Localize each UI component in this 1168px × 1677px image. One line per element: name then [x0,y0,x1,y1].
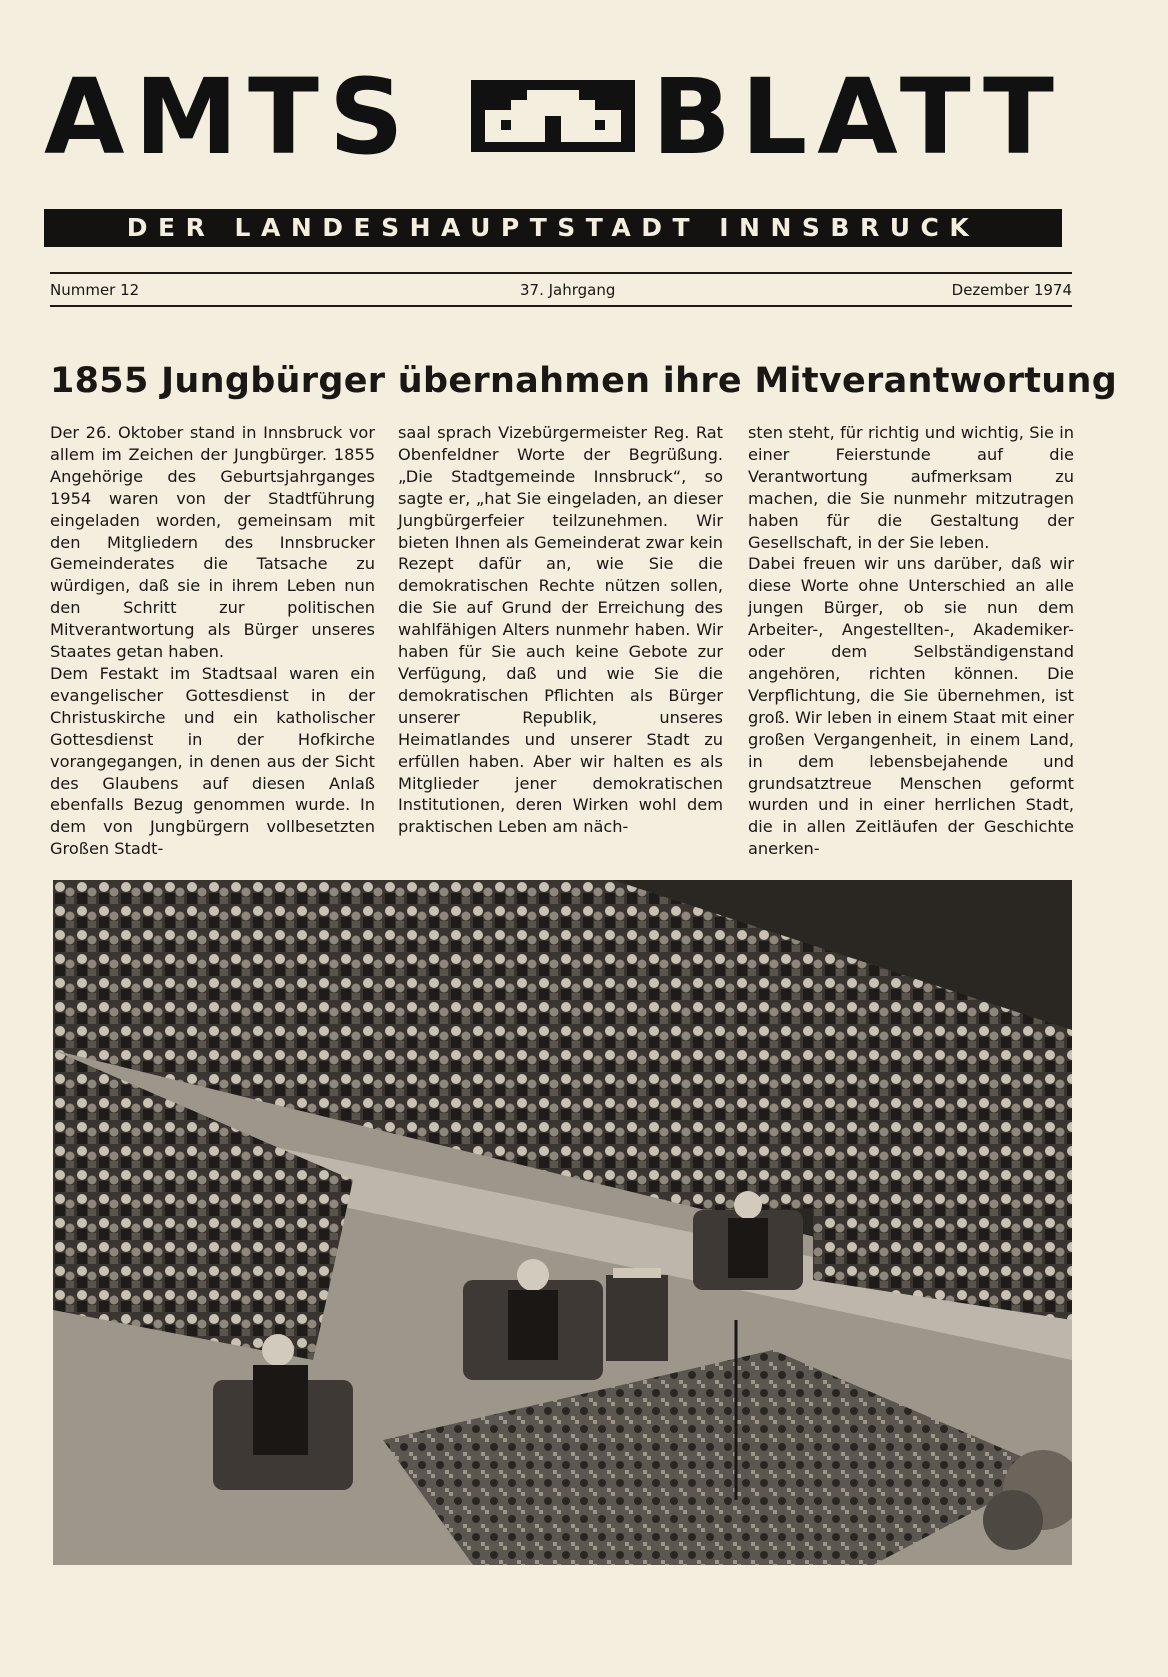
masthead-title-right: BLATT [651,56,1064,178]
masthead-title-left: AMTS [44,56,414,178]
article-paragraph: Dem Festakt im Stadtsaal waren ein evangelischer Gottesdienst in der Christuskirche und ein katholischer Gottesdienst in der Hofkirche vorangegangen, in denen aus der Sicht des Glaubens auf diesen Anlaß ebenfalls Bezug genommen wurde. In dem von Jungbürgern vollbesetzten Großen Stadt- [50,663,375,859]
article-column-1 [50,422,375,860]
issue-info-row [50,279,1072,301]
issue-number: Nummer 12 [50,281,140,299]
article-headline: 1855 Jungbürger übernahmen ihre Mitverantwortung [50,361,1118,401]
masthead [44,56,1064,178]
ceremony-photo [53,880,1072,1565]
issue-volume: 37. Jahrgang [520,281,616,299]
article-column-3 [748,422,1074,860]
issue-date: Dezember 1974 [951,281,1072,299]
masthead-subtitle: DER LANDESHAUPTSTADT INNSBRUCK [44,209,1062,247]
article-paragraph: saal sprach Vizebürgermeister Reg. Rat Obenfeldner Worte der Begrüßung. „Die Stadtgemeinde Innsbruck“, so sagte er, „hat Sie eingeladen, an dieser Jungbürgerfeier teilzunehmen. Wir bieten Ihnen als Gemeinderat zwar kein Rezept dafür an, wie Sie die demokratischen Rechte nützen sollen, die Sie auf Grund der Erreichung des wahlfähigen Alters nunmehr haben. Wir haben für Sie auch keine Gebote zur Verfügung, daß und wie Sie die demokratischen Pflichten als Bürger unserer Republik, unseres Heimatlandes und unserer Stadt zu erfüllen haben. Aber wir halten es als Mitglieder jener demokratischen Institutionen, deren Wirken wohl dem praktischen Leben am näch- [398,423,723,837]
article-paragraph: Dabei freuen wir uns darüber, daß wir diese Worte ohne Unterschied an alle jungen Bürger, ob sie nun dem Arbeiter-, Angestellten-, Akademiker- oder dem Selbständigenstand angehören, richten können. Die Verpflichtung, die Sie übernehmen, ist groß. Wir leben in einem Staat mit einer großen Vergangenheit, in einem Land, in dem lebensbejahende und grundsatztreue Menschen geformt wurden und in einer herrlichen Stadt, die in allen Zeitläufen der Geschichte anerken- [748,554,1074,859]
article-paragraph: sten steht, für richtig und wichtig, Sie in einer Feierstunde auf die Verantwortung aufmerksam zu machen, die Sie nunmehr mitzutragen haben für die Gestaltung der Gesellschaft, in der Sie leben. [748,423,1074,552]
article-column-2 [398,422,723,838]
ceremony-photo-illustration [53,880,1072,1565]
article-paragraph: Der 26. Oktober stand in Innsbruck vor allem im Zeichen der Jungbürger. 1855 Angehörige des Geburtsjahrganges 1954 waren von der Stadtführung eingeladen worden, gemeinsam mit den Mitgliedern des Innsbrucker Gemeinderates die Tatsache zu würdigen, daß sie in ihrem Leben nun den Schritt zur politischen Mitverantwortung als Bürger unseres Staates getan haben. [50,423,375,662]
top-rule [50,272,1072,274]
bottom-rule [50,305,1072,307]
city-coat-of-arms-icon [471,80,635,152]
